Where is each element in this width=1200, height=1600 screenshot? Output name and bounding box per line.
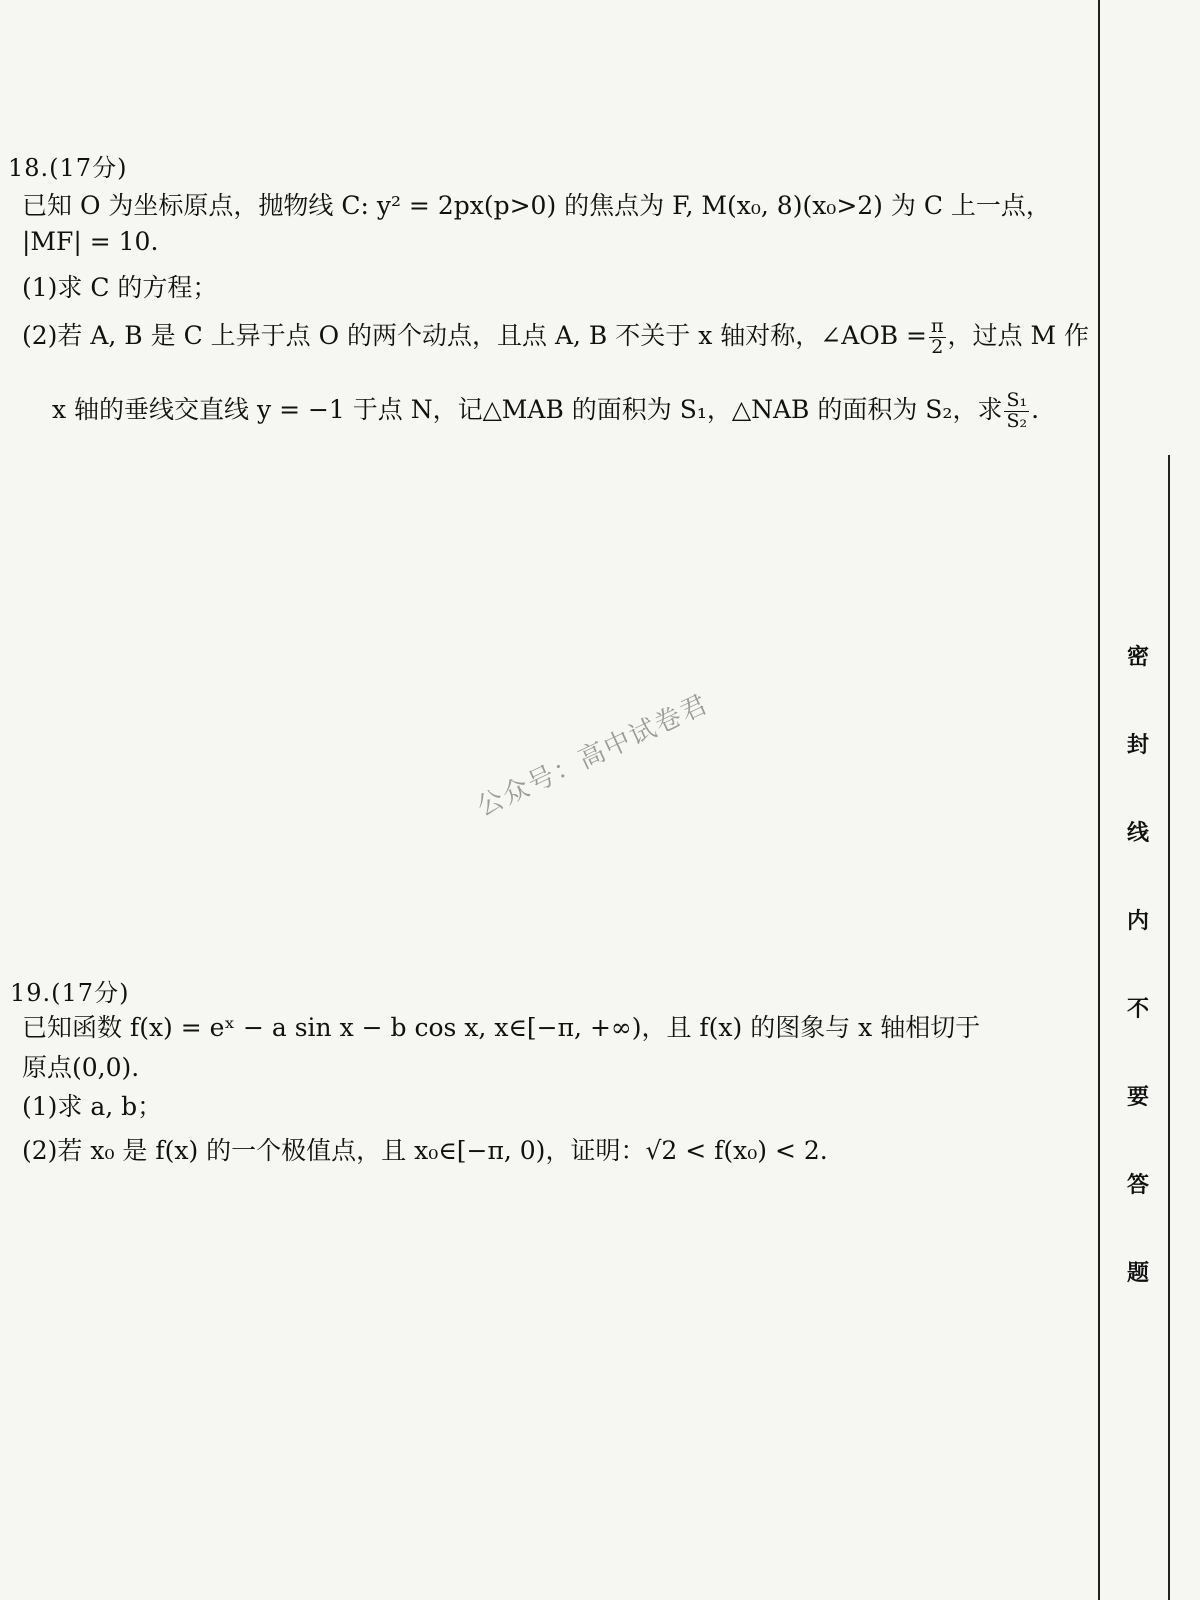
question-18-part-2 (22, 316, 1089, 358)
fraction-denominator: S₂ (1006, 410, 1028, 432)
fraction-numerator: π (931, 315, 944, 338)
fraction-numerator: S₁ (1006, 389, 1028, 412)
question-19-header: 19.(17分) (10, 979, 130, 1007)
question-19-line-2: 原点(0,0). (22, 1053, 140, 1082)
seal-char: 题 (1126, 1261, 1149, 1286)
question-18-line-1: 已知 O 为坐标原点，抛物线 C: y² = 2px(p>0) 的焦点为 F, M(x₀, 8)(x₀>2) 为 C 上一点， (22, 191, 1051, 220)
fraction-denominator: 2 (931, 336, 944, 358)
question-18-header: 18.(17分) (8, 154, 128, 182)
fraction-s1-over-s2 (1004, 391, 1029, 432)
seal-char: 封 (1126, 733, 1149, 758)
question-18-part-2-continued (52, 390, 1039, 432)
seal-char: 答 (1126, 1173, 1149, 1198)
seal-char: 线 (1126, 821, 1149, 846)
seal-char: 不 (1126, 997, 1149, 1022)
question-18-part-2-text-c: x 轴的垂线交直线 y = −1 于点 N，记△MAB 的面积为 S₁，△NAB 的面积为 S₂，求 (52, 395, 1003, 424)
seal-char: 内 (1126, 909, 1149, 934)
question-18-part-2-text-a: (2)若 A, B 是 C 上异于点 O 的两个动点，且点 A, B 不关于 x 轴对称，∠AOB = (22, 321, 928, 350)
seal-line-notice (1118, 640, 1158, 1344)
question-19-part-2: (2)若 x₀ 是 f(x) 的一个极值点，且 x₀∈[−π, 0)，证明：√2 < f(x₀) < 2. (22, 1136, 828, 1165)
question-19-line-1: 已知函数 f(x) = eˣ − a sin x − b cos x, x∈[−π, +∞)，且 f(x) 的图象与 x 轴相切于 (22, 1013, 981, 1042)
question-18-part-2-text-d: . (1031, 395, 1040, 424)
seal-char: 要 (1126, 1085, 1149, 1110)
question-18-part-1: (1)求 C 的方程； (22, 273, 218, 302)
seal-margin-line (1168, 455, 1170, 1600)
question-19-part-1: (1)求 a, b； (22, 1092, 163, 1121)
watermark: 公众号：高中试卷君 (472, 688, 714, 823)
fraction-pi-over-2 (929, 317, 946, 358)
question-18-line-2: |MF| = 10. (22, 227, 159, 256)
binding-margin-line (1098, 0, 1100, 1600)
question-18-part-2-text-b: ，过点 M 作 (947, 321, 1090, 350)
seal-char: 密 (1126, 645, 1149, 670)
